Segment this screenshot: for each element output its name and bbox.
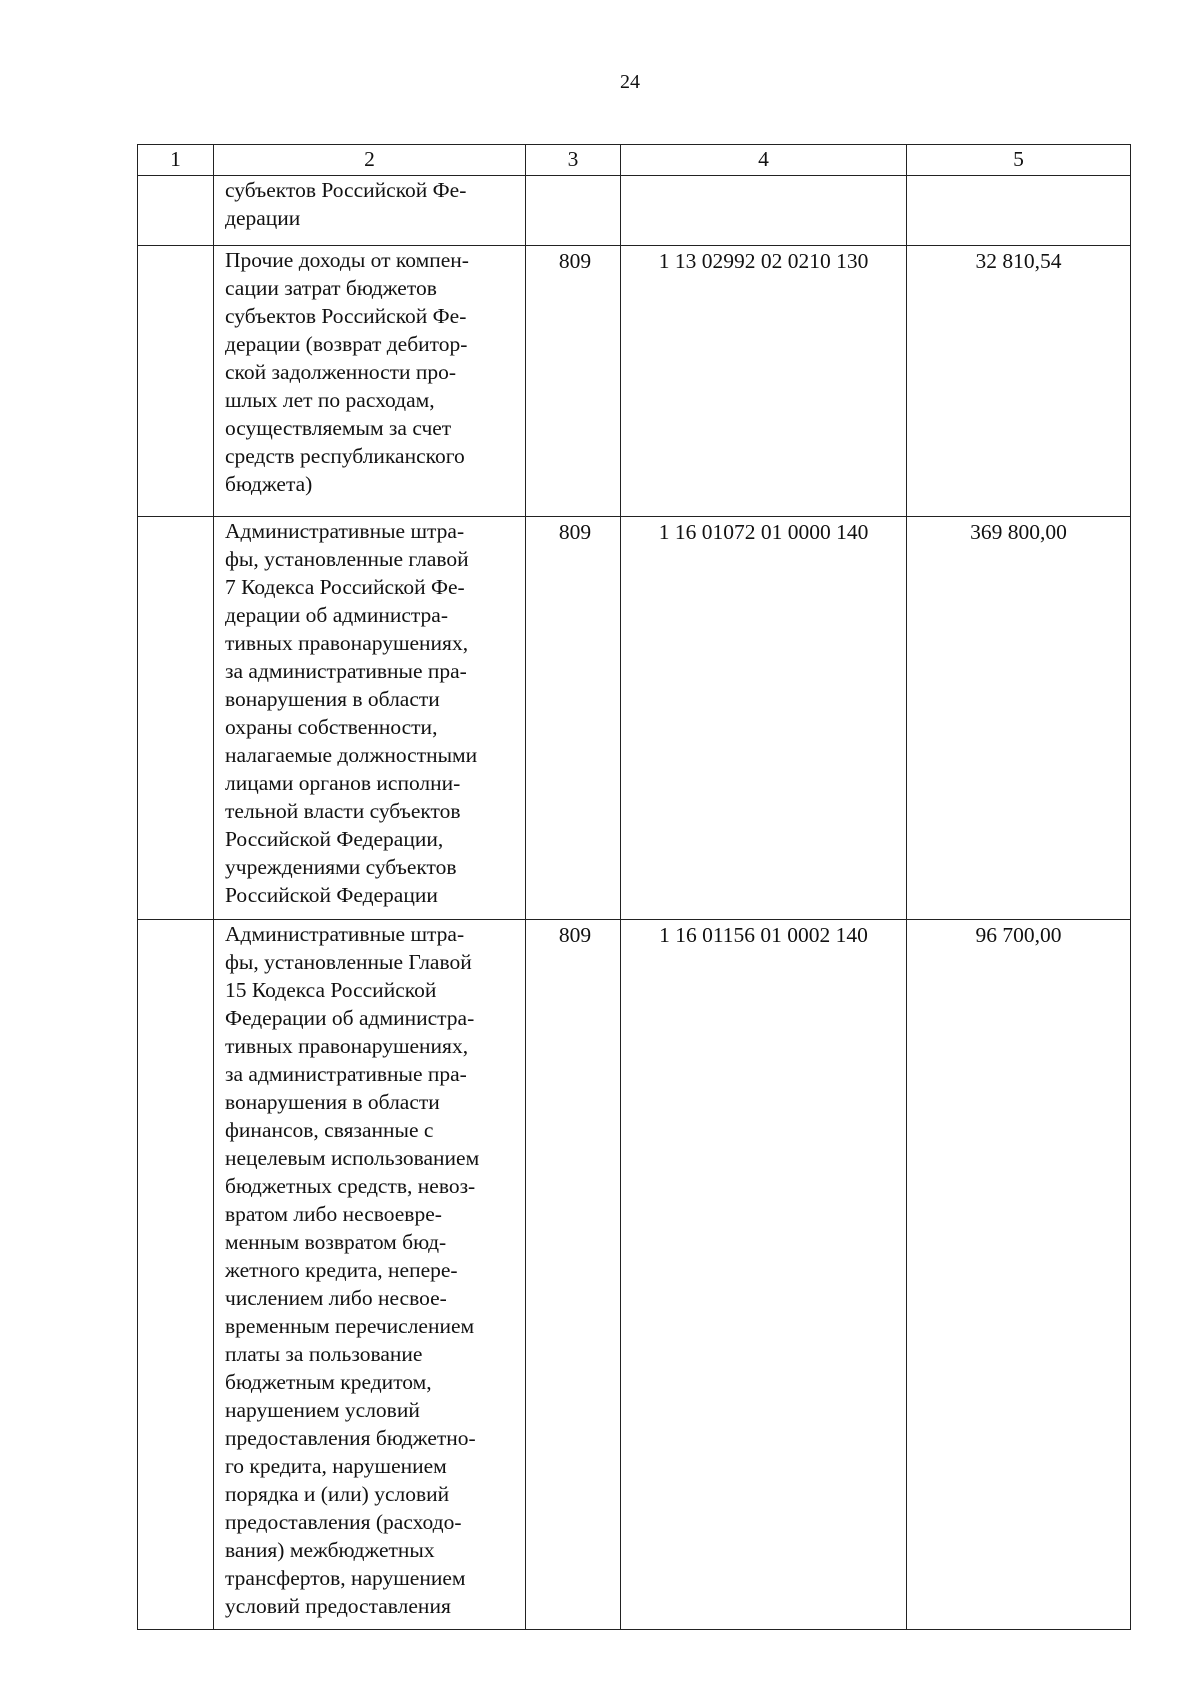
revenue-name-cell: субъектов Российской Фе- дерации <box>214 176 526 246</box>
column-header-3: 3 <box>526 145 621 176</box>
admin-code-cell <box>526 176 621 246</box>
revenue-name-cell: Административные штра- фы, установленные главой 7 Кодекса Российской Фе- дерации об администра- тивных правонарушениях, за административные пра- вонарушения в области охраны собственности, налагаемые должностными лицами органов исполни- тельной власти субъектов Российской Федерации, учреждениями субъектов Российской Федерации <box>214 517 526 920</box>
column-header-2: 2 <box>214 145 526 176</box>
table-header-row <box>138 145 1131 176</box>
column-header-1: 1 <box>138 145 214 176</box>
row-number-cell <box>138 176 214 246</box>
revenue-name-cell: Административные штра- фы, установленные Главой 15 Кодекса Российской Федерации об администра- тивных правонарушениях, за административные пра- вонарушения в области финансов, связанные с нецелевым использованием бюджетных средств, невоз- вратом либо несвоевре- менным возвратом бюд- жетного кредита, непере- числением либо несвое- временным перечислением платы за пользование бюджетным кредитом, нарушением условий предоставления бюджетно- го кредита, нарушением порядка и (или) условий предоставления (расходо- вания) межбюджетных трансфертов, нарушением условий предоставления <box>214 920 526 1630</box>
column-header-4: 4 <box>621 145 907 176</box>
row-number-cell <box>138 517 214 920</box>
table-row <box>138 176 1131 246</box>
row-number-cell <box>138 246 214 517</box>
budget-classification-code-cell: 1 16 01072 01 0000 140 <box>621 517 907 920</box>
amount-cell <box>907 176 1131 246</box>
admin-code-cell: 809 <box>526 517 621 920</box>
page-number: 24 <box>620 71 640 93</box>
table-row <box>138 246 1131 517</box>
budget-classification-code-cell: 1 16 01156 01 0002 140 <box>621 920 907 1630</box>
budget-classification-code-cell <box>621 176 907 246</box>
admin-code-cell: 809 <box>526 246 621 517</box>
row-number-cell <box>138 920 214 1630</box>
budget-classification-code-cell: 1 13 02992 02 0210 130 <box>621 246 907 517</box>
amount-cell: 96 700,00 <box>907 920 1131 1630</box>
column-header-5: 5 <box>907 145 1131 176</box>
admin-code-cell: 809 <box>526 920 621 1630</box>
table-row <box>138 920 1131 1630</box>
amount-cell: 369 800,00 <box>907 517 1131 920</box>
table-row <box>138 517 1131 920</box>
revenue-name-cell: Прочие доходы от компен- сации затрат бюджетов субъектов Российской Фе- дерации (возврат дебитор- ской задолженности про- шлых лет по расходам, осуществляемым за счет средств республиканского бюджета) <box>214 246 526 517</box>
revenue-table <box>137 144 1131 1630</box>
amount-cell: 32 810,54 <box>907 246 1131 517</box>
